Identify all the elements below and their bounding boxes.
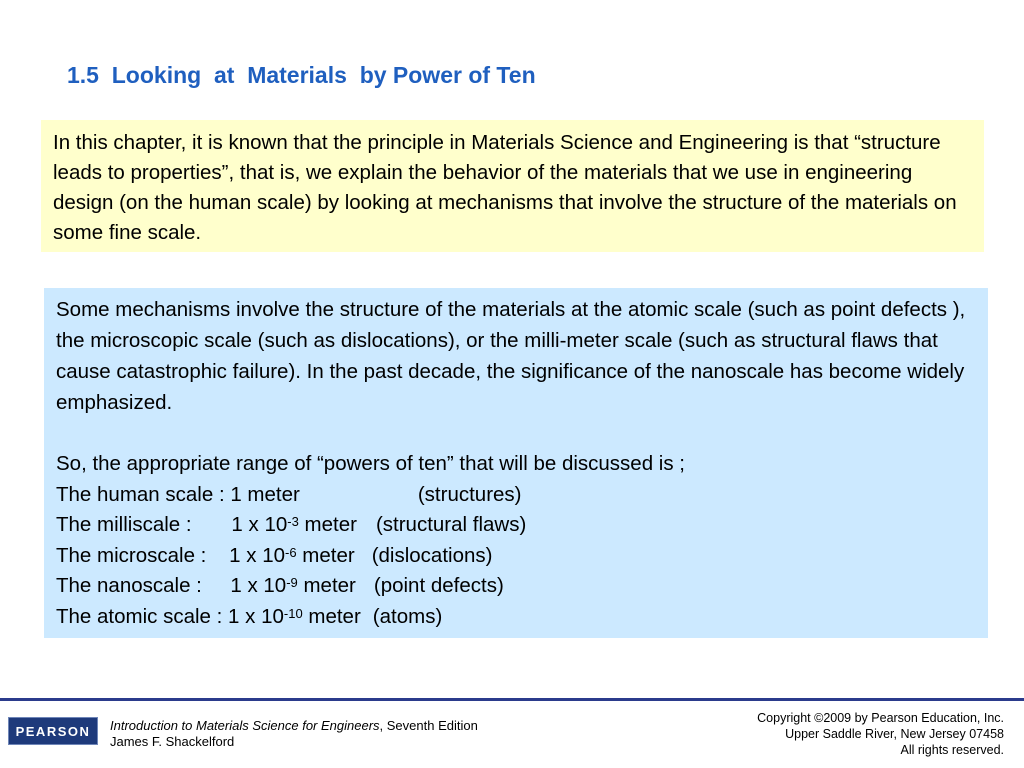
intro-text: In this chapter, it is known that the principle in Materials Science and Engineering is that “structure leads to properties”, that is, we explain the behavior of the materials that we use in engineering design (on the human scale) by looking at mechanisms that involve the structure of the materials on some fine scale. — [53, 131, 957, 244]
scale-label: The atomic scale : 1 x 10 — [56, 604, 284, 628]
scale-label: The milliscale : 1 x 10 — [56, 513, 288, 536]
scale-label: The nanoscale : 1 x 10 — [56, 574, 287, 597]
scale-label: The microscale : 1 x 10 — [56, 543, 286, 567]
scale-row-atomic — [56, 602, 976, 633]
scales-box — [44, 288, 988, 638]
book-edition: , Seventh Edition — [379, 718, 478, 733]
scale-note: (structures) — [417, 482, 522, 506]
scale-unit: meter — [302, 604, 361, 628]
scale-exponent: -3 — [287, 514, 299, 529]
book-author: James F. Shackelford — [110, 734, 235, 749]
intro-box — [41, 120, 984, 252]
scale-note: (dislocations) — [371, 543, 493, 567]
book-credit — [110, 718, 478, 750]
scale-unit: meter — [298, 513, 357, 536]
book-title: Introduction to Materials Science for Engineers — [110, 718, 380, 733]
scale-row-milli — [56, 510, 976, 541]
slide-title: 1.5 Looking at Materials by Power of Ten — [67, 62, 536, 88]
scale-exponent: -9 — [286, 575, 298, 590]
scale-note: (point defects) — [373, 574, 504, 597]
range-intro: So, the appropriate range of “powers of ten” that will be discussed is ; — [56, 452, 686, 475]
scale-row-nano — [56, 571, 976, 602]
scale-exponent: -10 — [283, 605, 303, 621]
pearson-logo: PEARSON — [8, 717, 98, 745]
scale-exponent: -6 — [285, 544, 297, 560]
scale-note: (atoms) — [372, 604, 443, 628]
footer-rule — [0, 698, 1024, 701]
copyright-line-2: Upper Saddle River, New Jersey 07458 — [785, 727, 1004, 741]
copyright-line-3: All rights reserved. — [900, 743, 1004, 757]
scale-note: (structural flaws) — [375, 513, 527, 536]
mechanisms-text: Some mechanisms involve the structure of the materials at the atomic scale (such as point defects ), the microscopic scale (such as dislocations), or the milli-meter scale (such as structural flaws that cause catastrophic failure). In the past decade, the significance of the nanoscale has become widely emphasized. — [56, 298, 966, 414]
copyright-notice — [757, 710, 1004, 758]
scale-row-micro — [56, 541, 976, 572]
scale-unit: meter — [296, 543, 355, 567]
scale-row-human — [56, 480, 976, 511]
scale-unit: meter — [297, 574, 356, 597]
copyright-line-1: Copyright ©2009 by Pearson Education, Inc. — [757, 711, 1004, 725]
scale-label: The human scale : 1 meter — [56, 482, 300, 506]
